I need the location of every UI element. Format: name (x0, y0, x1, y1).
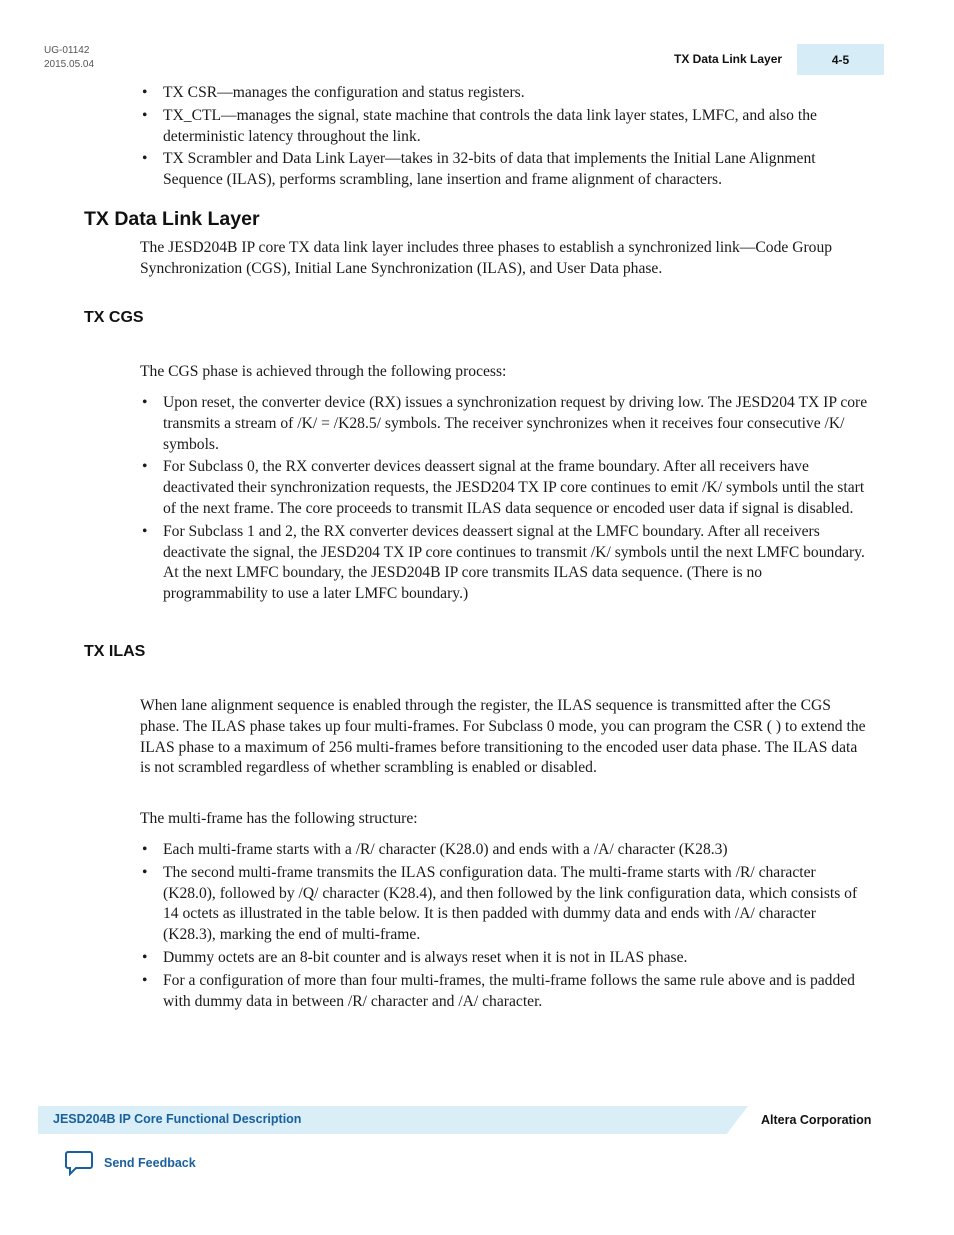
list-item: • TX CSR—manages the configuration and status registers. (140, 83, 870, 104)
intro-bullet-list (140, 83, 870, 193)
section-paragraph: The JESD204B IP core TX data link layer includes three phases to establish a synchronized link—Code Group Synchronization (CGS), Initial Lane Synchronization (ILAS), and User Data phase. (140, 239, 833, 277)
subsection-heading-ilas: TX ILAS (84, 643, 146, 660)
ilas-intro: The multi-frame has the following structure: (140, 810, 418, 827)
list-item: • For Subclass 0, the RX converter devices deassert signal at the frame boundary. After all receivers have deactivated their synchronization requests, the JESD204 TX IP core continues to emit /K/ symbols until the start of the next frame. The core proceeds to transmit ILAS data sequence or encoded user data if signal is disabled. (140, 457, 870, 519)
header-section-title: TX Data Link Layer (674, 52, 783, 66)
list-item: • TX_CTL—manages the signal, state machine that controls the data link layer states, LMFC, and also the deterministic latency throughout the link. (140, 106, 870, 148)
section-heading: TX Data Link Layer (84, 208, 260, 230)
list-item: • Each multi-frame starts with a /R/ character (K28.0) and ends with a /A/ character (K28.3) (140, 840, 870, 861)
list-item: • Dummy octets are an 8-bit counter and is always reset when it is not in ILAS phase. (140, 948, 870, 969)
list-item: • For Subclass 1 and 2, the RX converter devices deassert signal at the LMFC boundary. After all receivers deactivate the signal, the JESD204 TX IP core continues to transmit /K/ symbols until the next LMFC boundary. At the next LMFC boundary, the JESD204B IP core transmits ILAS data sequence. (There is no programmability to use a later LMFC boundary.) (140, 522, 870, 605)
send-feedback-label: Send Feedback (104, 1156, 196, 1170)
ilas-paragraph: When lane alignment sequence is enabled through the register, the ILAS sequence is transmitted after the CGS phase. The ILAS phase takes up four multi-frames. For Subclass 0 mode, you can program the CSR ( ) to extend the ILAS phase to a maximum of 256 multi-frames before transitioning to the encoded user data phase. The ILAS data is not scrambled regardless of whether scrambling is enabled or disabled. (140, 697, 866, 777)
speech-bubble-icon (64, 1150, 94, 1176)
footer-chapter-title[interactable]: JESD204B IP Core Functional Description (53, 1112, 302, 1126)
document-id: UG-01142 (44, 45, 90, 56)
list-item: • The second multi-frame transmits the ILAS configuration data. The multi-frame starts with /R/ character (K28.0), followed by /Q/ character (K28.4), and then followed by the link configuration data, which consists of 14 octets as illustrated in the table below. It is then padded with dummy data and ends with /A/ character (K28.3), marking the end of multi-frame. (140, 863, 870, 946)
send-feedback-link[interactable] (64, 1150, 196, 1176)
cgs-bullet-list (140, 393, 870, 607)
subsection-heading-cgs: TX CGS (84, 309, 144, 326)
list-item: • TX Scrambler and Data Link Layer—takes in 32-bits of data that implements the Initial Lane Alignment Sequence (ILAS), performs scrambling, lane insertion and frame alignment of characters. (140, 149, 870, 191)
cgs-intro: The CGS phase is achieved through the following process: (140, 363, 507, 380)
ilas-bullet-list (140, 840, 870, 1014)
page-number: 4-5 (831, 52, 850, 67)
list-item: • For a configuration of more than four multi-frames, the multi-frame follows the same rule above and is padded with dummy data in between /R/ character and /A/ character. (140, 971, 870, 1013)
document-id-block (44, 44, 94, 72)
document-date: 2015.05.04 (44, 59, 95, 70)
page-number-tab (797, 44, 884, 75)
footer-company: Altera Corporation (761, 1113, 872, 1127)
list-item: • Upon reset, the converter device (RX) issues a synchronization request by driving low. The JESD204 TX IP core transmits a stream of /K/ = /K28.5/ symbols. The receiver synchronizes when it receives four consecutive /K/ symbols. (140, 393, 870, 455)
